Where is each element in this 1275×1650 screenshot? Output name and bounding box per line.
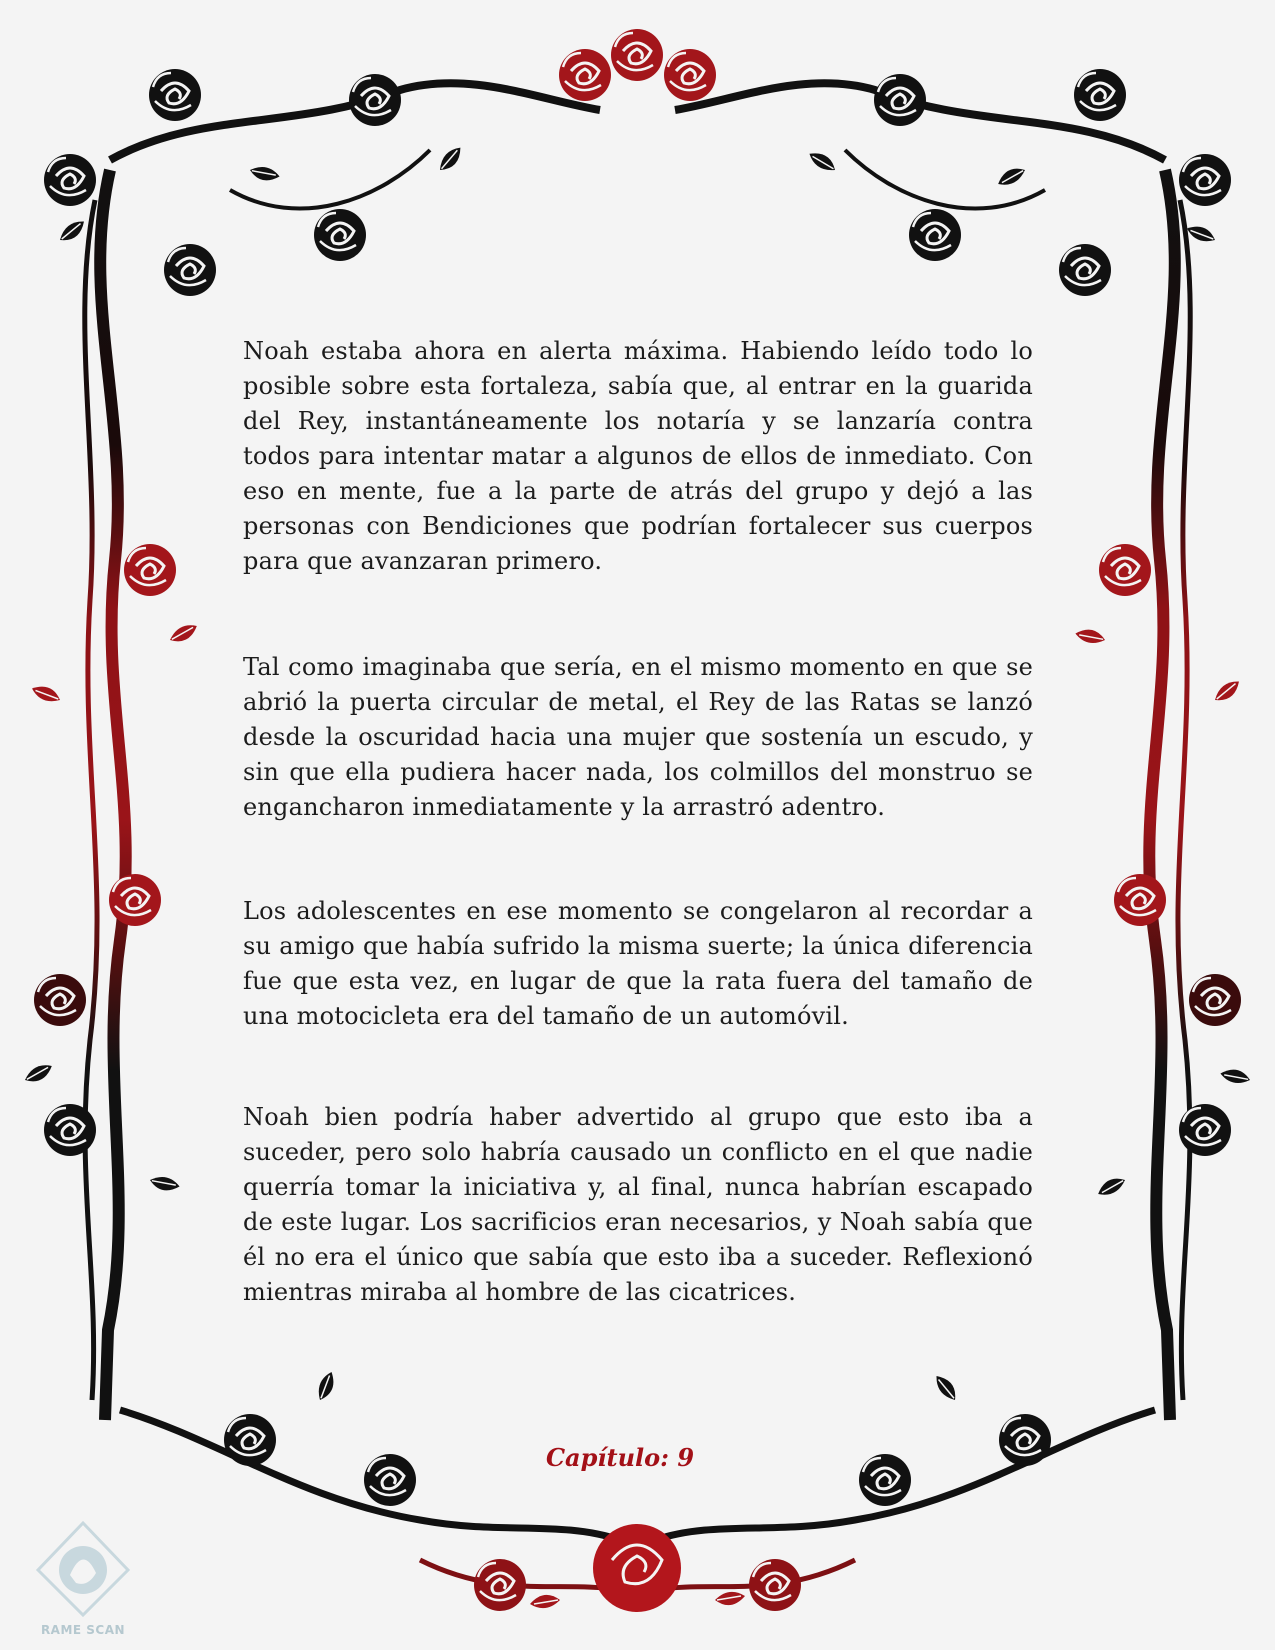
watermark-logo [28, 1515, 138, 1645]
watermark-text: RAME SCAN [40, 1623, 126, 1637]
paragraph-2: Tal como imaginaba que sería, en el mismo momento en que se abrió la puerta circular de metal, el Rey de las Ratas se lanzó desde la oscuridad hacia una mujer que sostenía un escudo, y sin que ella pudiera hacer nada, los colmillos del monstruo se engancharon inmediatamente y la arrastró adentro. [243, 653, 1033, 821]
watermark-logo-icon [28, 1515, 138, 1623]
paragraph-3: Los adolescentes en ese momento se congelaron al recordar a su amigo que había sufrido la misma suerte; la única diferencia fue que esta vez, en lugar de que la rata fuera del tamaño de una motocicleta era del tamaño de un automóvil. [243, 897, 1033, 1030]
paragraph-1: Noah estaba ahora en alerta máxima. Habiendo leído todo lo posible sobre esta fortaleza, sabía que, al entrar en la guarida del Rey, instantáneamente los notaría y se lanzaría contra todos para intentar matar a algunos de ellos de inmediato. Con eso en mente, fue a la parte de atrás del grupo y dejó a las personas con Bendiciones que podrían fortalecer sus cuerpos para que avanzaran primero. [243, 337, 1033, 575]
chapter-label: Capítulo: 9 [545, 1443, 695, 1472]
paragraph-4: Noah bien podría haber advertido al grupo que esto iba a suceder, pero solo habría causado un conflicto en el que nadie querría tomar la iniciativa y, al final, nunca habrían escapado de este lugar. Los sacrificios eran necesarios, y Noah sabía que él no era el único que sabía que esto iba a suceder. Reflexionó mientras miraba al hombre de las cicatrices. [243, 1103, 1033, 1306]
